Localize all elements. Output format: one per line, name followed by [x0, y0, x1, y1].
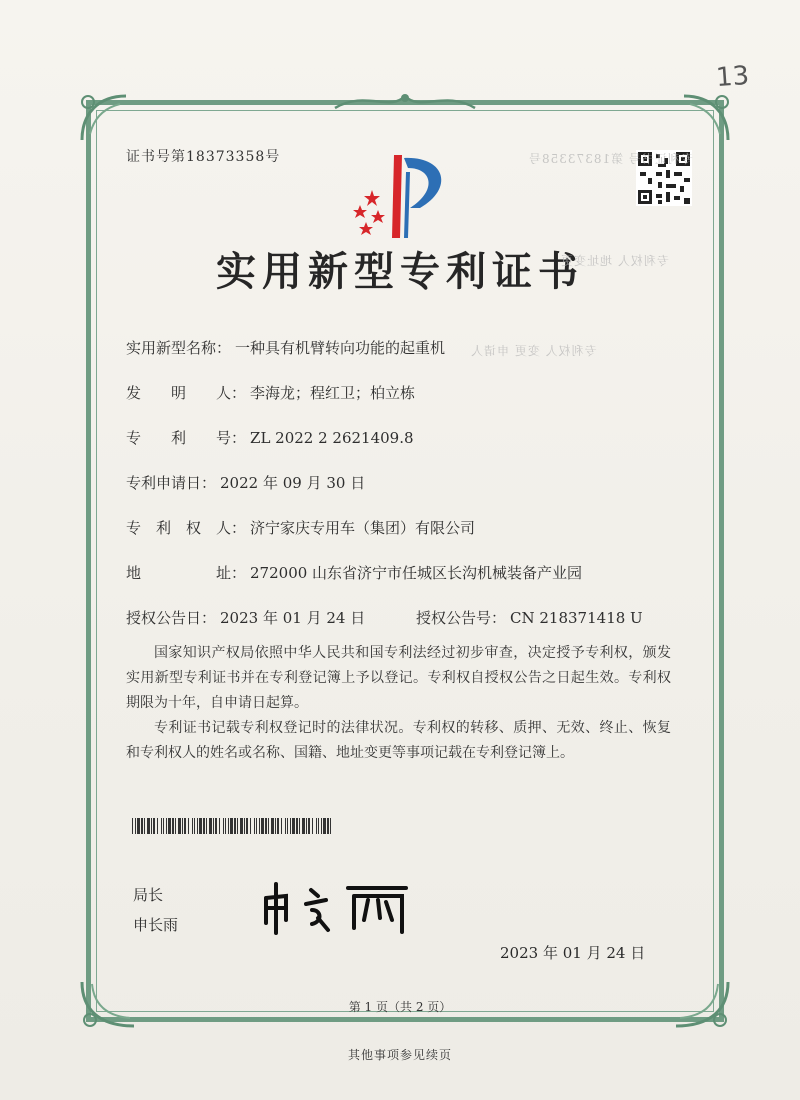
barcode-bar — [206, 818, 207, 834]
cnipa-emblem-icon — [350, 150, 460, 240]
grant-date-label: 授权公告日： — [126, 609, 217, 627]
barcode-bar — [316, 818, 317, 834]
utility-model-name-label: 实用新型名称： — [126, 339, 232, 357]
barcode-bar — [137, 818, 140, 834]
barcode-bar — [246, 818, 248, 834]
grant-date-row — [126, 607, 365, 628]
barcode-bar — [168, 818, 171, 834]
patent-number-row — [126, 427, 414, 448]
barcode-bar — [178, 818, 181, 834]
barcode-bar — [244, 818, 245, 834]
barcode-bar — [153, 818, 155, 834]
grant-date-value: 2023 年 01 月 24 日 — [220, 609, 366, 627]
certificate-number: 证书号第18373358号 — [126, 149, 281, 165]
barcode-bar — [312, 818, 313, 834]
page-number: 第 1 页（共 2 页） — [348, 1000, 452, 1014]
barcode-bar — [290, 818, 291, 834]
grant-number-row — [416, 607, 643, 628]
corner-ornament-top-right — [676, 88, 736, 148]
director-name: 申长雨 — [133, 916, 179, 934]
barcode-bar — [228, 818, 229, 834]
reverse-side-show-through: 专利权人 地址变更 — [560, 254, 669, 268]
barcode-bar — [151, 818, 152, 834]
barcode-bar — [175, 818, 176, 834]
barcode-bar — [213, 818, 214, 834]
filing-date-row — [126, 472, 365, 493]
barcode-bar — [194, 818, 195, 834]
barcode-bar — [306, 818, 307, 834]
barcode-bar — [163, 818, 164, 834]
address-row — [126, 562, 582, 583]
certificate-title: 实用新型专利证书 — [216, 248, 584, 295]
continuation-note: 其他事项参见续页 — [347, 1048, 452, 1062]
barcode-bar — [321, 818, 322, 834]
utility-model-name-row — [126, 337, 445, 358]
barcode-bar — [197, 818, 198, 834]
barcode-bar — [184, 818, 186, 834]
barcode-bar — [323, 818, 326, 834]
barcode-bar — [261, 818, 264, 834]
barcode-bar — [299, 818, 300, 834]
barcode-bar — [265, 818, 267, 834]
barcode-bar — [144, 818, 145, 834]
barcode-bar — [285, 818, 286, 834]
signature-date: 2023 年 01 月 24 日 — [500, 944, 646, 962]
barcode-bar — [234, 818, 236, 834]
corner-ornament-top-left — [74, 88, 134, 148]
barcode-bar — [141, 818, 143, 834]
barcode-bar — [182, 818, 183, 834]
barcode-bar — [256, 818, 257, 834]
address-label: 地 址： — [126, 564, 247, 582]
barcode-bar — [318, 818, 319, 834]
grant-number-value: CN 218371418 U — [510, 609, 643, 627]
patent-number-value: ZL 2022 2 2621409.8 — [250, 429, 414, 447]
barcode-bar — [147, 818, 150, 834]
director-signature — [256, 878, 426, 938]
barcode-bar — [254, 818, 255, 834]
filing-date-label: 专利申请日： — [126, 474, 217, 492]
barcode-bar — [281, 818, 282, 834]
barcode-bar — [219, 818, 220, 834]
barcode-bar — [296, 818, 298, 834]
grant-statement-paragraph: 国家知识产权局依照中华人民共和国专利法经过初步审查，决定授予专利权，颁发实用新型专利证书并在专利登记簿上予以登记。专利权自授权公告之日起生效。专利权期限为十年，自申请日起算。 — [126, 645, 671, 711]
patentee-label: 专 利 权 人： — [126, 519, 247, 537]
barcode-bar — [161, 818, 162, 834]
utility-model-name-value: 一种具有机臂转向功能的起重机 — [235, 339, 446, 357]
barcode-bar — [157, 818, 158, 834]
barcode-bar — [259, 818, 260, 834]
barcode-bar — [271, 818, 274, 834]
patent-number-label: 专 利 号： — [126, 429, 247, 447]
barcode-bar — [225, 818, 226, 834]
barcode-bar — [199, 818, 202, 834]
barcode-bar — [327, 818, 329, 834]
barcode-bar — [135, 818, 136, 834]
patentee-value: 济宁家庆专用车（集团）有限公司 — [250, 519, 476, 537]
barcode-bar — [330, 818, 331, 834]
patentee-row — [126, 517, 475, 538]
inventor-label: 发 明 人： — [126, 384, 247, 402]
handwritten-page-mark: 13 — [714, 60, 751, 94]
barcode-bar — [250, 818, 251, 834]
barcode-bar — [287, 818, 288, 834]
legal-status-paragraph: 专利证书记载专利权登记时的法律状况。专利权的转移、质押、无效、终止、恢复和专利权人的姓名或名称、国籍、地址变更等事项记载在专利登记簿上。 — [126, 720, 671, 761]
inventor-row — [126, 382, 415, 403]
barcode-bar — [203, 818, 205, 834]
barcode-bar — [277, 818, 279, 834]
barcode-bar — [292, 818, 295, 834]
barcode-bar — [230, 818, 233, 834]
barcode-bar — [237, 818, 238, 834]
barcode-bar — [166, 818, 167, 834]
barcode-bar — [275, 818, 276, 834]
top-center-ornament — [330, 88, 480, 114]
barcode-bar — [209, 818, 212, 834]
barcode-bar — [308, 818, 310, 834]
barcode-bar — [215, 818, 217, 834]
reverse-side-show-through: 专利权人 变更 申请人 — [470, 344, 597, 358]
inventor-value: 李海龙；程红卫；柏立栋 — [250, 384, 416, 402]
barcode-bar — [268, 818, 269, 834]
barcode-bar — [223, 818, 224, 834]
reverse-side-show-through: 专利证书号 第18373358号 — [528, 152, 693, 166]
filing-date-value: 2022 年 09 月 30 日 — [220, 474, 366, 492]
barcode-icon — [132, 818, 334, 834]
address-value: 272000 山东省济宁市任城区长沟机械装备产业园 — [250, 564, 583, 582]
barcode-bar — [240, 818, 243, 834]
barcode-bar — [132, 818, 133, 834]
barcode-bar — [192, 818, 193, 834]
barcode-bar — [172, 818, 174, 834]
director-title: 局长 — [133, 886, 164, 904]
barcode-bar — [302, 818, 305, 834]
barcode-bar — [188, 818, 189, 834]
grant-number-label: 授权公告号： — [416, 609, 507, 627]
